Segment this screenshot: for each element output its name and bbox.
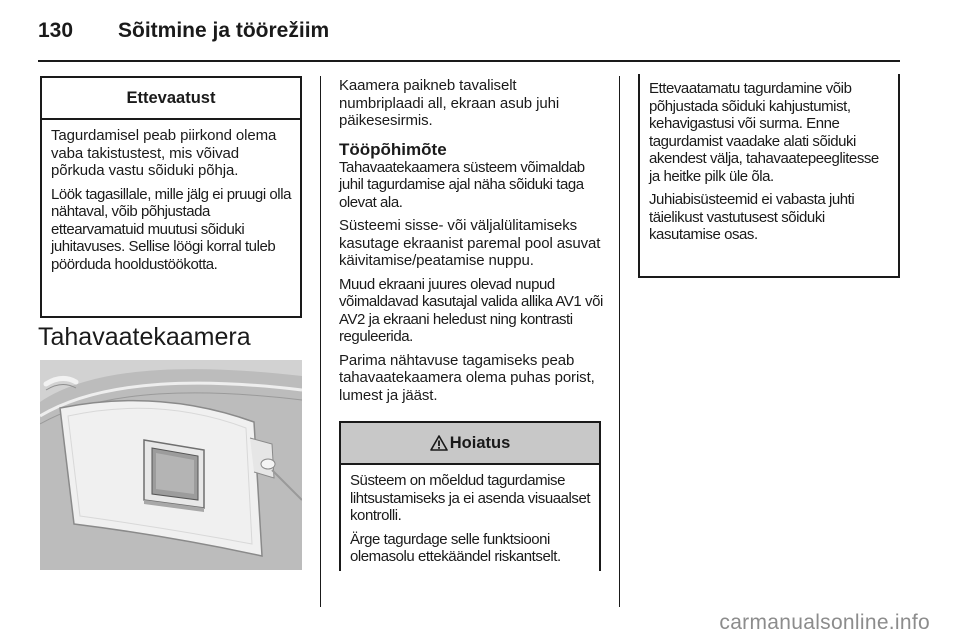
body-paragraph: Süsteemi sisse- või väljalülitamiseks kasutage ekraanist paremal pool asuvat käivitamise/peatamise nuppu.	[339, 217, 601, 269]
caution-box-title: Ettevaatust	[42, 78, 300, 120]
column-divider-left	[320, 76, 321, 607]
middle-column	[339, 77, 605, 410]
section-heading: Tahavaatekaamera	[38, 323, 251, 351]
page-header	[0, 0, 960, 62]
warning-continuation-box	[638, 74, 900, 278]
header-rule	[38, 60, 900, 62]
subheading: Tööpõhimõte	[339, 139, 447, 159]
caution-paragraph: Tagurdamisel peab piirkond olema vaba takistustest, mis võivad põrkuda vastu sõiduki põhja.	[51, 127, 277, 179]
warning-paragraph: Ärge tagurdage selle funktsiooni olemasolu ettekäändel riskantselt.	[350, 530, 561, 565]
column-divider-right	[619, 76, 620, 607]
sun-visor-camera-icon	[40, 360, 302, 570]
intro-paragraph: Kaamera paikneb tavaliselt numbriplaadi all, ekraan asub juhi päikesesirmis.	[339, 77, 560, 129]
body-paragraph: Muud ekraani juures olevad nupud võimaldavad kasutajal valida allika AV1 või AV2 ja ekraani heledust ning kontrasti reguleerida.	[339, 275, 603, 345]
page-number: 130	[38, 19, 74, 42]
caution-paragraph: Löök tagasillale, mille jälg ei pruugi olla nähtaval, võib põhjustada ettearvamatuid muutusi sõiduki juhitavuses. Sellise löögi korral tuleb pöörduda hooldustöökotta.	[51, 185, 291, 273]
continuation-paragraph: Juhiabisüsteemid ei vabasta juhti täielikust vastutusest sõiduki kasutamise osas.	[649, 191, 855, 243]
warning-box-title: Hoiatus	[449, 433, 511, 452]
page-title: Sõitmine ja töörežiim	[118, 19, 330, 42]
warning-triangle-icon	[430, 435, 448, 451]
watermark: carmanualsonline.info	[719, 611, 930, 634]
body-paragraph: Tahavaatekaamera süsteem võimaldab juhil tagurdamise ajal näha sõiduki taga olevat ala.	[339, 158, 585, 211]
warning-paragraph: Süsteem on mõeldud tagurdamise lihtsustamiseks ja ei asenda visuaalset kontrolli.	[350, 472, 591, 524]
warning-box	[339, 421, 601, 571]
sun-visor-illustration	[40, 360, 302, 570]
continuation-paragraph: Ettevaatamatu tagurdamine võib põhjustada sõiduki kahjustumist, kehavigastusi või surma. Enne tagurdamist vaadake alati sõiduki akendest välja, tahavaatepeeglitesse ja heitke pilk üle õla.	[649, 80, 879, 185]
body-paragraph: Parima nähtavuse tagamiseks peab tahavaatekaamera olema puhas porist, lumest ja jääst.	[339, 351, 595, 404]
warning-box-header	[341, 423, 599, 465]
caution-box	[40, 76, 302, 318]
